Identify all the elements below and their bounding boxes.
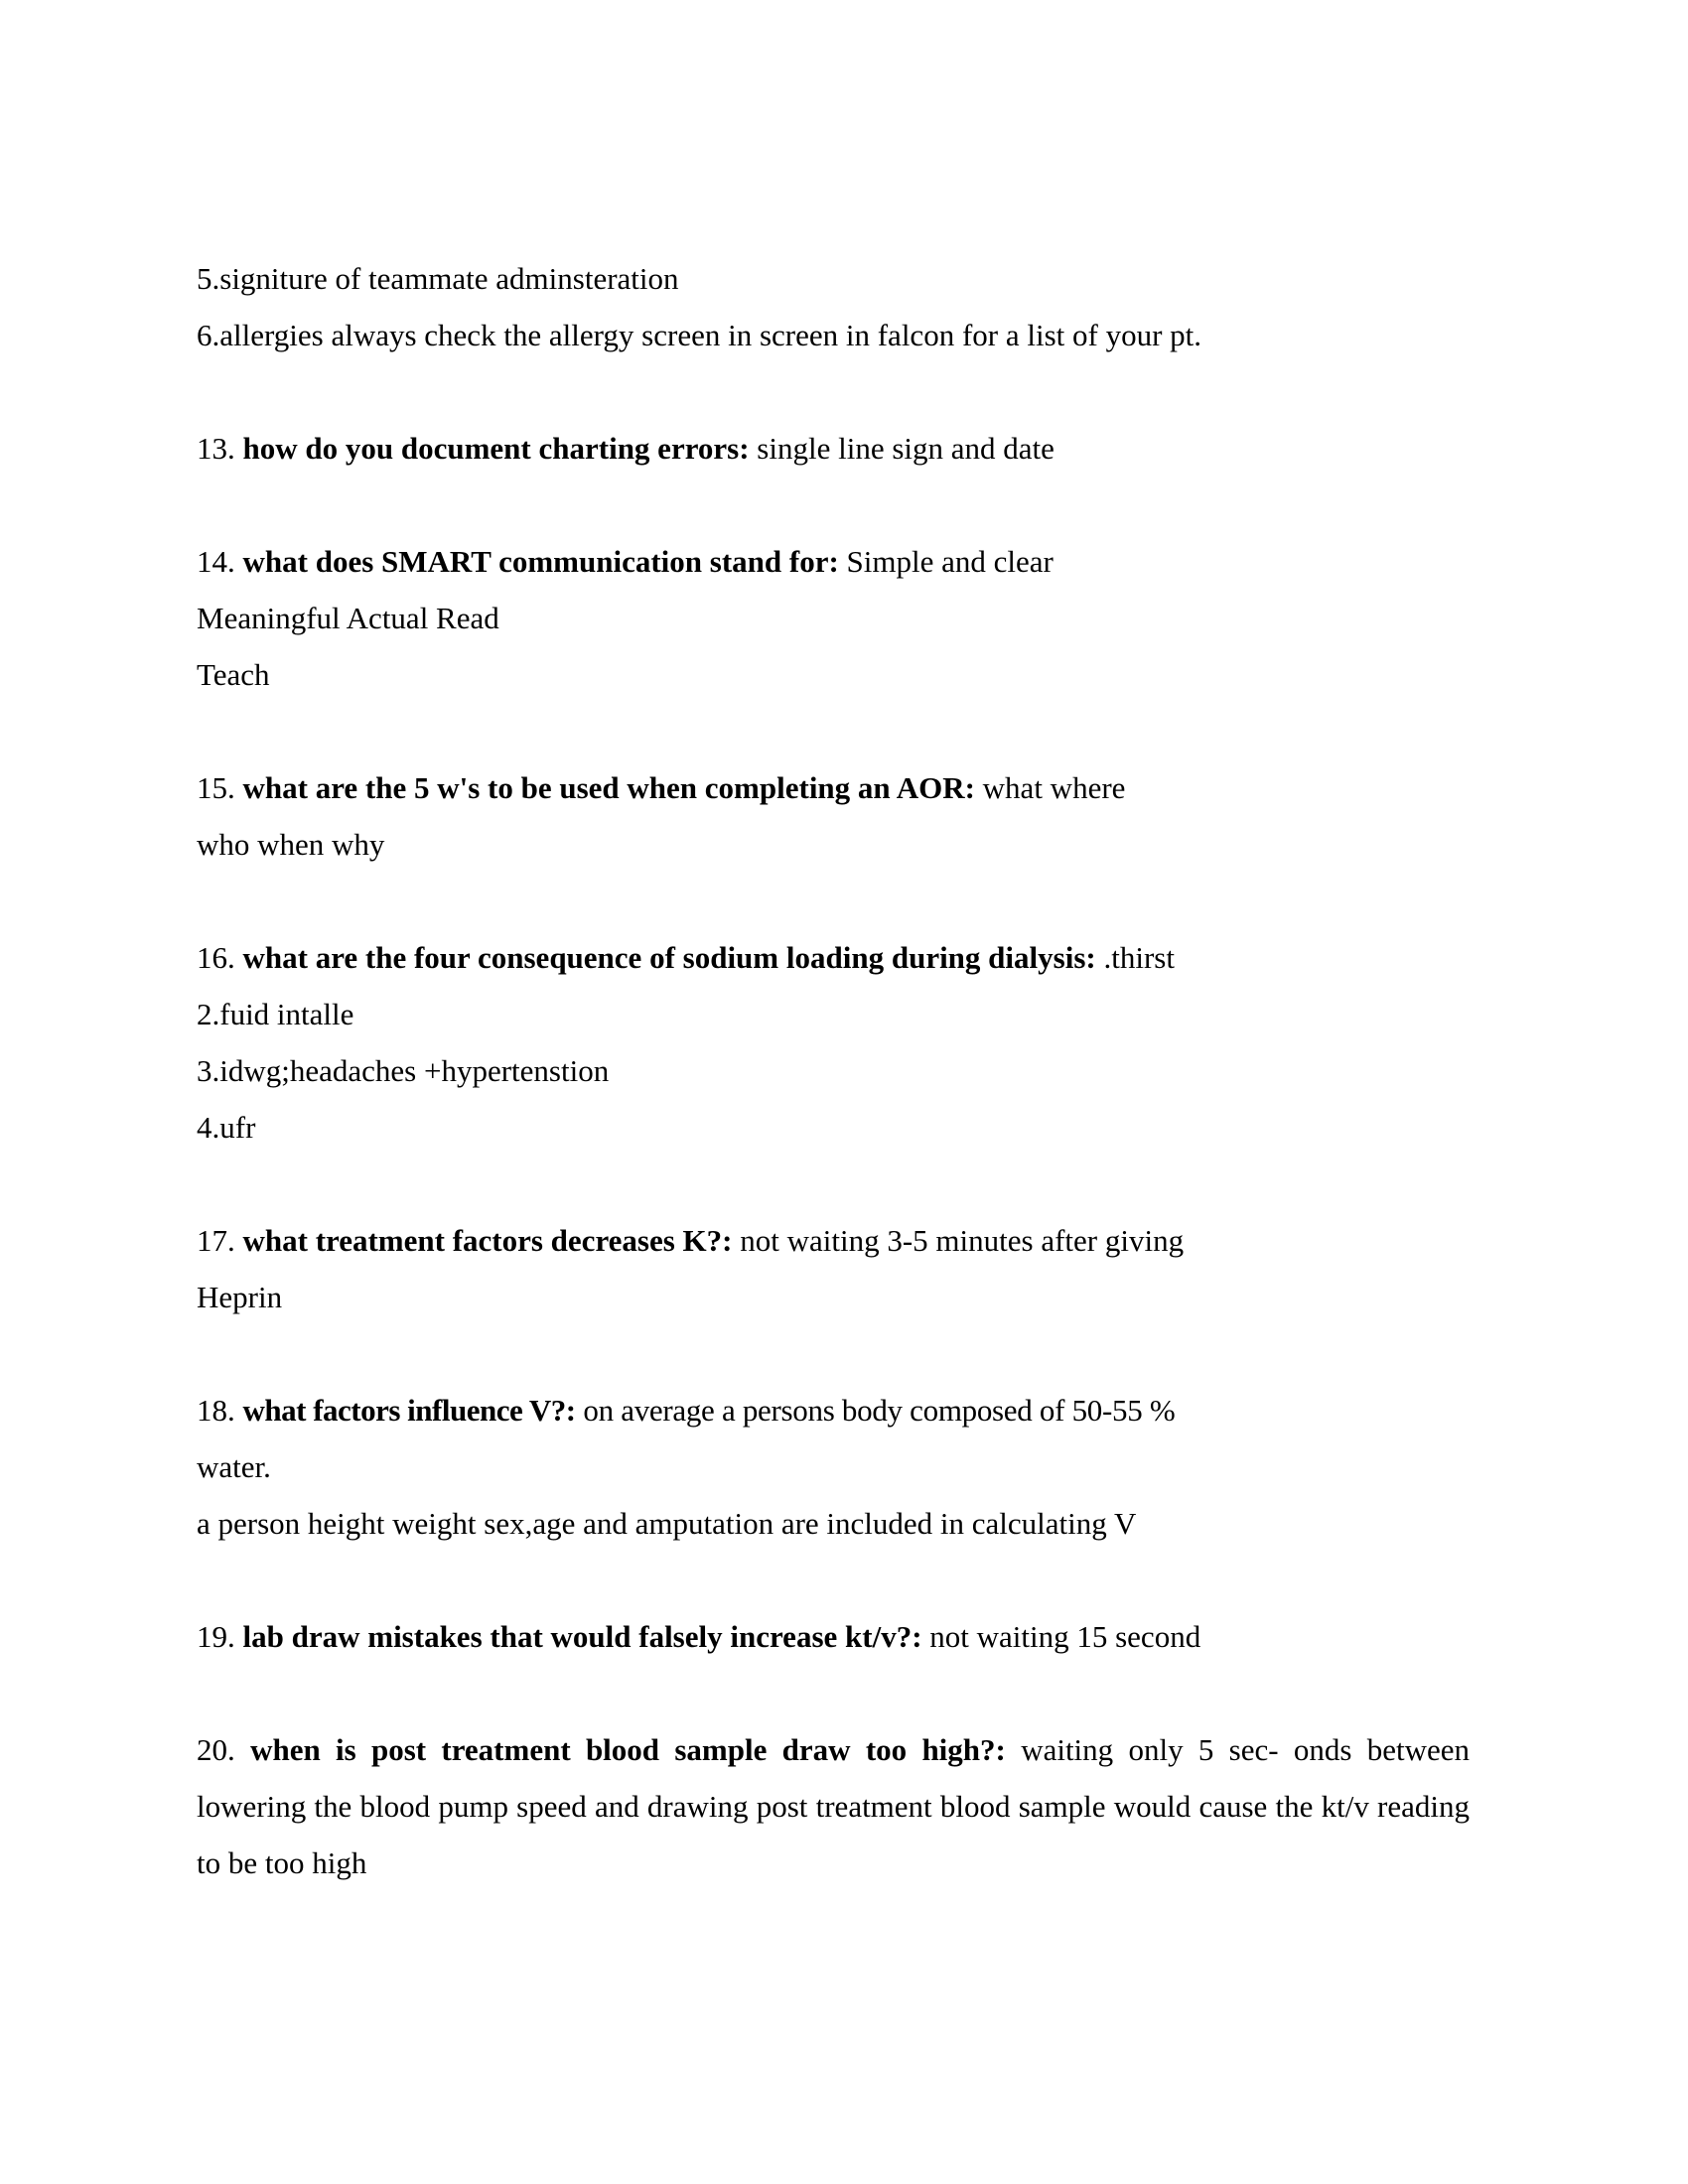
qa-item-13 [197,420,1470,477]
question-text: how do you document charting errors: [242,431,750,466]
qa-item-17 [197,1212,1470,1325]
answer-continuation: 4.ufr [197,1110,256,1145]
answer-continuation: Meaningful Actual Read [197,601,499,635]
answer-continuation: 2.fuid intalle [197,997,354,1031]
spacer [197,873,1470,929]
document-page [197,250,1470,1891]
question-text: what does SMART communication stand for: [242,544,839,579]
qa-item-18 [197,1382,1470,1552]
question-text: lab draw mistakes that would falsely increase kt/v?: [242,1619,922,1654]
question-text: what factors influence V?: [242,1393,576,1428]
spacer [197,477,1470,533]
qa-item-16 [197,929,1470,1156]
answer-text: on average a persons body composed of 50-55 % [583,1393,1176,1428]
answer-text: waiting only 5 sec- onds between lowering the blood pump speed and drawing post treatment blood sample would cause the kt/v reading to be too high [197,1732,1471,1880]
item-number: 19. [197,1619,235,1654]
item-number: 18. [197,1393,235,1428]
answer-continuation: water. [197,1449,271,1484]
answer-continuation: a person height weight sex,age and amputation are included in calculating V [197,1506,1137,1541]
item-number: 20. [197,1732,235,1767]
answer-text: not waiting 15 second [929,1619,1201,1654]
intro-line-5: 5.signiture of teammate adminsteration [197,261,679,296]
intro-line-6: 6.allergies always check the allergy screen in screen in falcon for a list of your pt. [197,318,1202,352]
spacer [197,1325,1470,1382]
spacer [197,1665,1470,1721]
answer-text: single line sign and date [757,431,1055,466]
answer-text: .thirst [1103,940,1175,975]
question-text: what are the 5 w's to be used when completing an AOR: [242,770,975,805]
qa-item-14 [197,533,1470,703]
answer-continuation: Teach [197,657,270,692]
answer-text: what where [982,770,1126,805]
answer-continuation: who when why [197,827,385,862]
question-text: when is post treatment blood sample draw too high?: [250,1732,1006,1767]
answer-continuation: Heprin [197,1280,283,1314]
item-number: 13. [197,431,235,466]
spacer [197,1552,1470,1608]
qa-item-19 [197,1608,1470,1665]
item-number: 16. [197,940,235,975]
question-text: what are the four consequence of sodium loading during dialysis: [242,940,1096,975]
item-number: 15. [197,770,235,805]
answer-text: not waiting 3-5 minutes after giving [740,1223,1185,1258]
answer-continuation: 3.idwg;headaches +hypertenstion [197,1053,610,1088]
question-text: what treatment factors decreases K?: [242,1223,733,1258]
spacer [197,1156,1470,1212]
spacer [197,703,1470,759]
qa-item-15 [197,759,1470,873]
item-number: 17. [197,1223,235,1258]
answer-text: Simple and clear [846,544,1054,579]
item-number: 14. [197,544,235,579]
spacer [197,363,1470,420]
qa-item-20 [197,1721,1470,1891]
